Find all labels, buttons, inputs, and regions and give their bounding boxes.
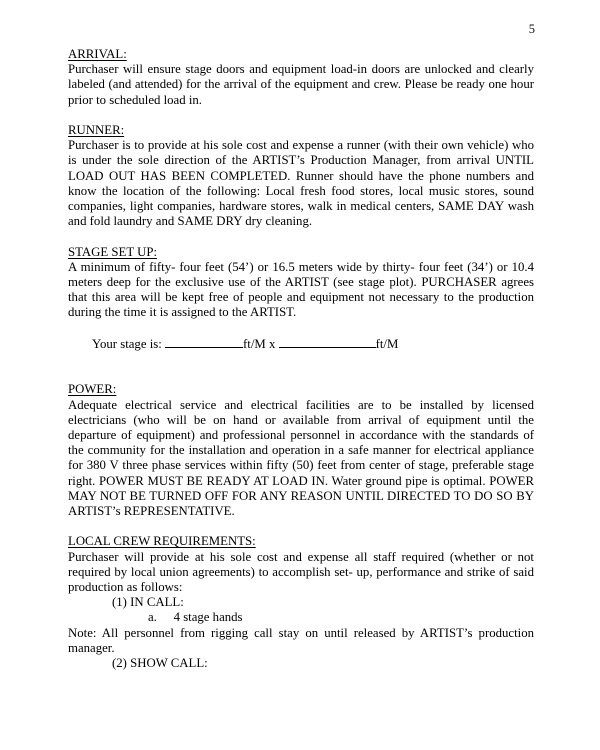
stage-dimensions-fill-in	[68, 336, 534, 352]
stage-fill-in-unit-first: ft/M x	[243, 336, 276, 351]
section-heading-runner	[68, 123, 534, 138]
section-heading-arrival-text: ARRIVAL:	[68, 47, 127, 61]
page-number: 5	[528, 22, 535, 36]
section-body-local-crew-requirements: Purchaser will provide at his sole cost and expense all staff required (whether or not required by local union agreements) to accomplish set- up, performance and strike of said production as follows:	[68, 549, 534, 595]
section-heading-runner-text: RUNNER:	[68, 123, 125, 137]
section-heading-stage-set-up	[68, 245, 534, 260]
section-body-arrival: Purchaser will ensure stage doors and equipment load-in doors are unlocked and clearly labeled (and attended) for the arrival of the equipment and crew. Please be ready one hour prior to scheduled load in.	[68, 62, 534, 107]
spacer	[68, 108, 534, 123]
spacer	[68, 321, 534, 336]
spacer	[68, 352, 534, 382]
list-note-rigging-call: Note: All personnel from rigging call stay on until released by ARTIST’s production manager.	[68, 625, 534, 655]
stage-fill-in-unit-second: ft/M	[375, 336, 399, 351]
section-body-stage-set-up: A minimum of fifty- four feet (54’) or 16.5 meters wide by thirty- four feet (34’) or 10.4 meters deep for the exclusive use of the ARTIST (see stage plot). PURCHASER agrees that this area will be kept free of people and equipment not necessary to the production during the time it is assigned to the ARTIST.	[68, 259, 534, 320]
spacer	[68, 229, 534, 244]
section-heading-local-crew-requirements-text: LOCAL CREW REQUIREMENTS:	[68, 534, 256, 549]
section-body-power: Adequate electrical service and electrical facilities are to be installed by licensed electricians (who will be on hand or available from arrival of equipment until the departure of equipment) and professional personnel in accordance with the standards of the community for the installation and operation in a safe manner for electrical appliance for 380 V three phase services within fifty (50) feet from center of stage, preferable stage right. POWER MUST BE READY AT LOAD IN. Water ground pipe is optimal. POWER MAY NOT BE TURNED OFF FOR ANY REASON UNTIL DIRECTED TO DO SO BY ARTIST’s REPRESENTATIVE.	[68, 397, 534, 519]
list-item-in-call: (1) IN CALL:	[112, 595, 184, 610]
section-heading-power	[68, 382, 534, 397]
stage-width-input[interactable]	[165, 336, 243, 348]
list-item-stage-hands: a. 4 stage hands	[148, 610, 243, 625]
section-heading-stage-set-up-text: STAGE SET UP:	[68, 244, 158, 259]
section-body-runner: Purchaser is to provide at his sole cost and expense a runner (with their own vehicle) who is under the sole direction of the ARTIST’s Production Manager, from arrival UNTIL LOAD OUT HAS BEEN COMPLETED. Runner should have the phone numbers and know the location of the following: Local fresh food stores, local music stores, sound companies, light companies, hardware stores, walk in medical centers, SAME DAY wash and fold laundry and SAME DRY dry cleaning.	[68, 138, 534, 229]
spacer	[68, 519, 534, 534]
stage-depth-input[interactable]	[279, 336, 376, 348]
stage-fill-in-label: Your stage is:	[92, 336, 162, 351]
section-heading-arrival	[68, 47, 534, 62]
section-heading-local-crew-requirements	[68, 534, 534, 549]
document-body	[68, 47, 534, 671]
section-heading-power-text: POWER:	[68, 382, 117, 397]
list-item-show-call: (2) SHOW CALL:	[112, 656, 208, 671]
